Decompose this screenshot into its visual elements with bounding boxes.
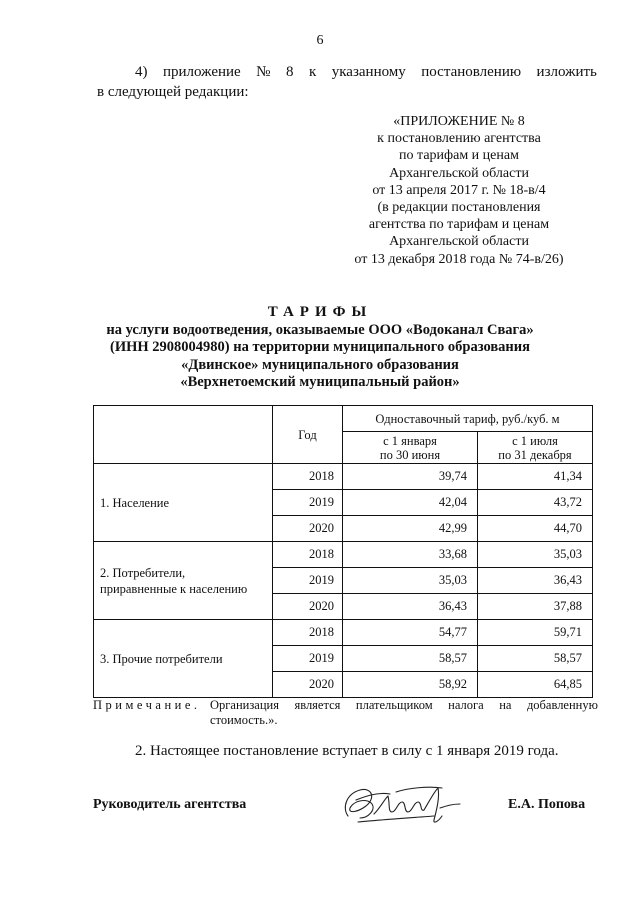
item-4-word: приложение [162, 64, 241, 80]
appendix-line: агентства по тарифам и ценам [368, 217, 550, 233]
table-header-row [94, 406, 593, 432]
tariff-h2-cell: 43,72 [478, 490, 593, 516]
header-period-2: с 1 июля по 31 декабря [478, 432, 593, 464]
item-4-word: 8 [285, 64, 294, 80]
note-line-2: стоимость.». [210, 713, 278, 727]
item-4-word: № [256, 64, 271, 80]
appendix-line: Архангельской области [389, 234, 529, 250]
item-4-paragraph [97, 62, 597, 102]
note-word: налога [448, 698, 484, 712]
table-row [94, 620, 593, 646]
tariff-h2-cell: 41,34 [478, 464, 593, 490]
note-word: Организация [210, 698, 279, 712]
note-word: является [294, 698, 341, 712]
item-4-line-2: в следующей редакции: [97, 84, 249, 100]
title-line: (ИНН 2908004980) на территории муниципального образования [110, 339, 530, 355]
tariff-h2-cell: 36,43 [478, 568, 593, 594]
tariff-h1-cell: 33,68 [343, 542, 478, 568]
tariff-h2-cell: 64,85 [478, 672, 593, 698]
note-line-1 [210, 698, 598, 713]
title-heading: ТАРИФЫ [267, 304, 373, 320]
appendix-line: Архангельской области [389, 165, 529, 181]
tariff-h2-cell: 44,70 [478, 516, 593, 542]
appendix-line: по тарифам и ценам [399, 148, 519, 164]
item-4-word: изложить [536, 64, 597, 80]
signer-name: Е.А. Попова [508, 797, 586, 812]
signer-title: Руководитель агентства [93, 797, 247, 812]
appendix-line: «ПРИЛОЖЕНИЕ № 8 [393, 114, 525, 129]
appendix-header [320, 113, 598, 268]
item-4-line-1 [97, 62, 597, 82]
item-4-word: указанному [331, 64, 406, 80]
tariff-h1-cell: 54,77 [343, 620, 478, 646]
table-row [94, 464, 593, 490]
tariff-h2-cell: 59,71 [478, 620, 593, 646]
tariff-h2-cell: 58,57 [478, 646, 593, 672]
year-cell: 2019 [273, 568, 343, 594]
header-empty-cell [94, 406, 273, 464]
tariff-h1-cell: 58,92 [343, 672, 478, 698]
item-4-word: постановлению [421, 64, 522, 80]
note-word: добавленную [526, 698, 598, 712]
tariff-h1-cell: 35,03 [343, 568, 478, 594]
year-cell: 2020 [273, 594, 343, 620]
category-cell: 3. Прочие потребители [94, 620, 273, 698]
year-cell: 2019 [273, 490, 343, 516]
appendix-line: (в редакции постановления [377, 200, 541, 216]
appendix-line: от 13 апреля 2017 г. № 18-в/4 [372, 182, 546, 198]
header-tariff: Одноставочный тариф, руб./куб. м [343, 406, 593, 432]
note-label: Примечание. [93, 698, 201, 712]
year-cell: 2018 [273, 464, 343, 490]
item-2-paragraph: 2. Настоящее постановление вступает в силу с 1 января 2019 года. [135, 743, 559, 759]
header-year: Год [273, 406, 343, 464]
title-line: «Верхнетоемский муниципальный район» [180, 374, 460, 390]
title-line: «Двинское» муниципального образования [181, 356, 459, 373]
year-cell: 2018 [273, 542, 343, 568]
tariff-h2-cell: 37,88 [478, 594, 593, 620]
appendix-line: к постановлению агентства [377, 131, 541, 147]
tariff-h1-cell: 36,43 [343, 594, 478, 620]
tariff-h1-cell: 42,04 [343, 490, 478, 516]
tariff-h1-cell: 39,74 [343, 464, 478, 490]
document-title [60, 304, 580, 392]
appendix-line: от 13 декабря 2018 года № 74-в/26) [354, 251, 564, 267]
handwritten-signature [338, 778, 468, 828]
tariff-h1-cell: 58,57 [343, 646, 478, 672]
note-word: плательщиком [355, 698, 433, 712]
tariff-h1-cell: 42,99 [343, 516, 478, 542]
tariff-table [93, 405, 593, 698]
table-row [94, 542, 593, 568]
year-cell: 2020 [273, 516, 343, 542]
header-period-1: с 1 января по 30 июня [343, 432, 478, 464]
category-cell: 2. Потребители, приравненные к населению [94, 542, 273, 620]
item-4-word: к [308, 64, 317, 80]
year-cell: 2019 [273, 646, 343, 672]
year-cell: 2020 [273, 672, 343, 698]
note-word: на [499, 698, 512, 712]
item-4-word: 4) [135, 64, 148, 80]
year-cell: 2018 [273, 620, 343, 646]
title-line: на услуги водоотведения, оказываемые ООО «Водоканал Свага» [106, 321, 534, 338]
page-number: 6 [316, 33, 324, 48]
tariff-h2-cell: 35,03 [478, 542, 593, 568]
category-cell: 1. Население [94, 464, 273, 542]
